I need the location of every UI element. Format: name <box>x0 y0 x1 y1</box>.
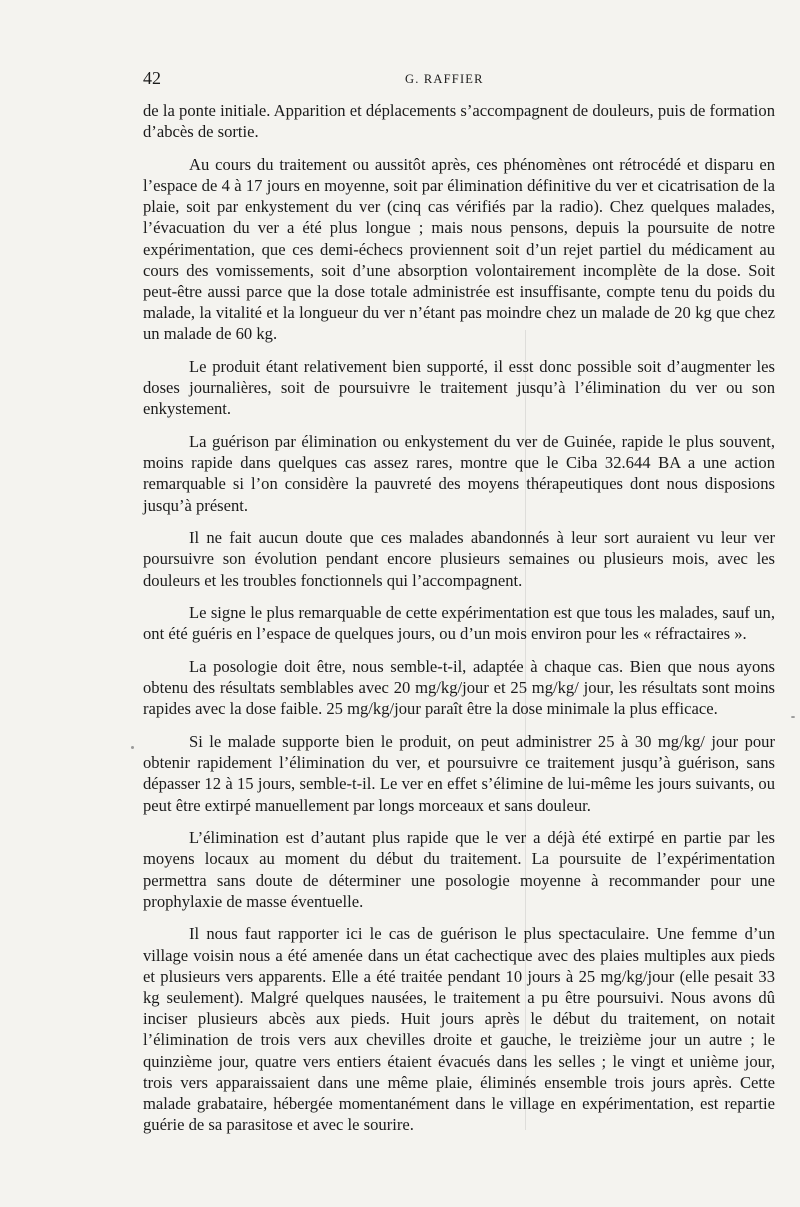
paragraph-continuation: de la ponte initiale. Apparition et déplacements s’accompagnent de douleurs, puis de formation d’abcès de sortie. <box>143 101 775 142</box>
page-header <box>143 68 775 96</box>
scan-speck <box>131 746 134 749</box>
scan-speck <box>791 716 795 718</box>
running-head: G. RAFFIER <box>405 72 484 86</box>
paragraph: Il nous faut rapporter ici le cas de guérison le plus spectaculaire. Une femme d’un village voisin nous a été amenée dans un état cachectique avec des plaies multiples aux pieds et plusieurs vers apparents. Elle a été traitée pendant 10 jours à 25 mg/kg/jour (elle pesait 33 kg seulement). Malgré quelques nausées, le traitement a pu être poursuivi. Nous avons dû inciser plusieurs abcès aux pieds. Huit jours après le début du traitement, on notait l’élimination de trois vers aux chevilles droite et gauche, le treizième jour un autre ; le quinzième jour, quatre vers entiers étaient évacués dans les selles ; le vingt et unième jour, trois vers apparaissaient dans une même plaie, éliminés ensemble trois jours après. Cette malade grabataire, hébergée momentanément dans le village en expérimentation, est repartie guérie de sa parasitose et avec le sourire. <box>143 924 775 1135</box>
page <box>143 68 775 1135</box>
paragraph: La guérison par élimination ou enkystement du ver de Guinée, rapide le plus souvent, moins rapide dans quelques cas assez rares, montre que le Ciba 32.644 BA a une action remarquable si l’on considère la pauvreté des moyens thérapeutiques dont nous disposions jusqu’à présent. <box>143 432 775 515</box>
paragraph: Le signe le plus remarquable de cette expérimentation est que tous les malades, sauf un, ont été guéris en l’espace de quelques jours, ou d’un mois environ pour les « réfractaires ». <box>143 603 775 644</box>
paragraph: Le produit étant relativement bien supporté, il esst donc possible soit d’augmenter les doses journalières, soit de poursuivre le traitement jusqu’à l’élimination du ver ou son enkystement. <box>143 357 775 419</box>
paragraph: Si le malade supporte bien le produit, on peut administrer 25 à 30 mg/kg/ jour pour obtenir rapidement l’élimination du ver, et poursuivre ce traitement jusqu’à guérison, sans dépasser 12 à 15 jours, semble-t-il. Le ver en effet s’élimine de lui-même les jours suivants, ou peut être extirpé manuellement par longs morceaux et sans douleur. <box>143 732 775 815</box>
paragraph: Au cours du traitement ou aussitôt après, ces phénomènes ont rétrocédé et disparu en l’espace de 4 à 17 jours en moyenne, soit par élimination définitive du ver et cicatrisation de la plaie, soit par enkystement du ver (cinq cas vérifiés par la radio). Chez quelques malades, l’évacuation du ver a été plus longue ; mais nous pensons, depuis la poursuite de notre expérimentation, que ces demi-échecs proviennent soit d’un rejet partiel du médicament au cours des vomissements, soit d’une absorption volontairement incomplète de la dose. Soit peut-être aussi parce que la dose totale administrée est insuffisante, compte tenu du poids du malade, la vitalité et la longueur du ver n’étant pas moindre chez un malade de 20 kg que chez un malade de 60 kg. <box>143 154 775 344</box>
paragraph: Il ne fait aucun doute que ces malades abandonnés à leur sort auraient vu leur ver poursuivre son évolution pendant encore plusieurs semaines ou plusieurs mois, avec les douleurs et les troubles fonctionnels qui l’accompagnent. <box>143 528 775 590</box>
paragraph: L’élimination est d’autant plus rapide que le ver a déjà été extirpé en partie par les moyens locaux au moment du début du traitement. La poursuite de l’expérimentation permettra sans doute de déterminer une posologie moyenne à recommander pour une prophylaxie de masse éventuelle. <box>143 828 775 911</box>
page-number: 42 <box>143 68 161 88</box>
body-text <box>143 100 775 1135</box>
paragraph: La posologie doit être, nous semble-t-il, adaptée à chaque cas. Bien que nous ayons obtenu des résultats semblables avec 20 mg/kg/jour et 25 mg/kg/ jour, les résultats sont moins rapides avec la dose faible. 25 mg/kg/jour paraît être la dose minimale la plus efficace. <box>143 657 775 719</box>
